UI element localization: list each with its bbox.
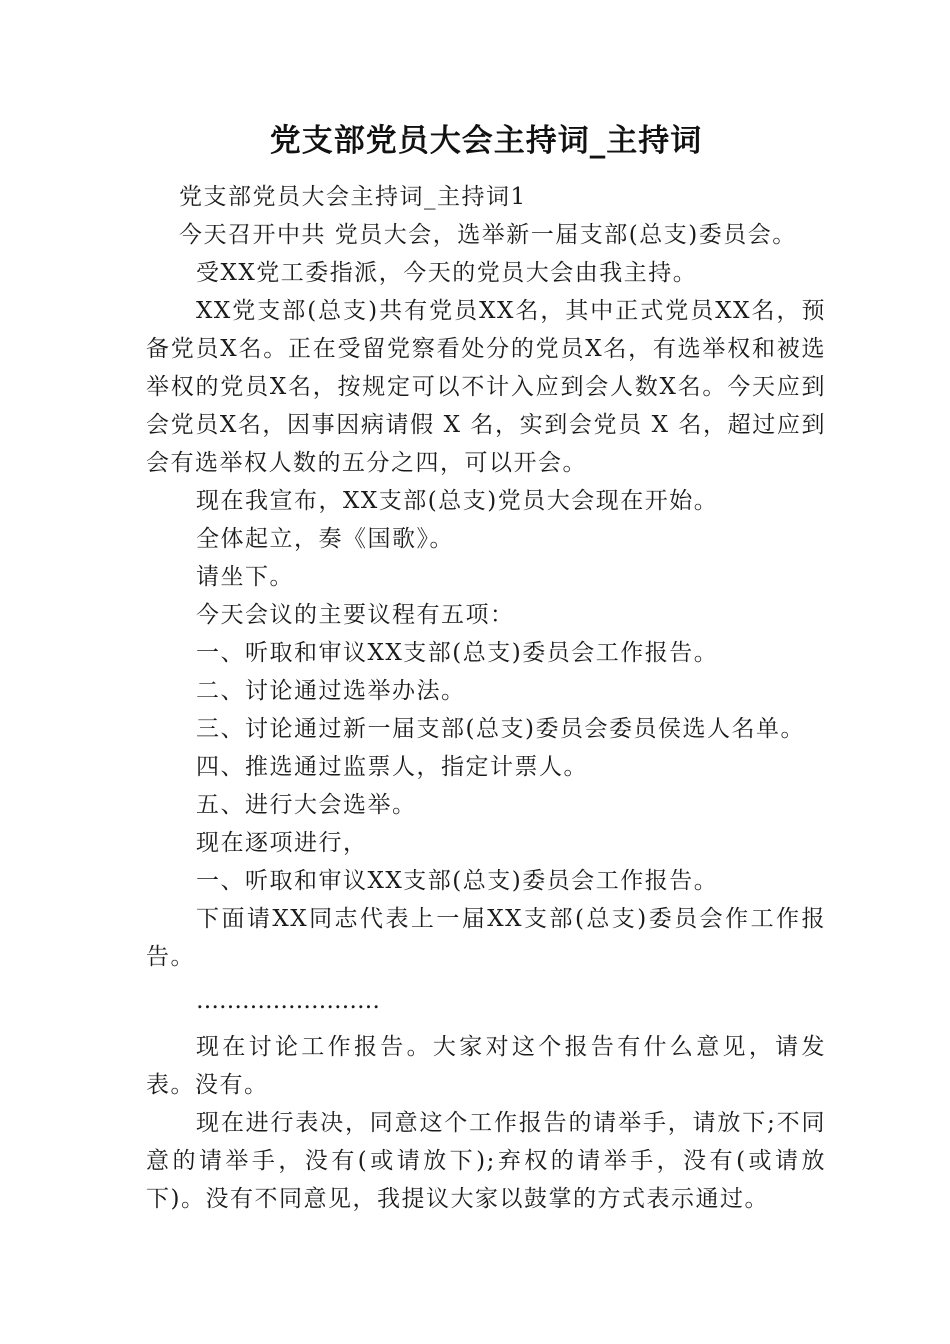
- ellipsis-divider: ……………………: [196, 988, 380, 1014]
- paragraph-opening: 今天召开中共 党员大会，选举新一届支部(总支)委员会。: [179, 222, 797, 248]
- paragraph: 受XX党工委指派，今天的党员大会由我主持。: [196, 260, 698, 286]
- agenda-item: 三、讨论通过新一届支部(总支)委员会委员侯选人名单。: [196, 716, 805, 742]
- paragraph: 现在讨论工作报告。大家对这个报告有什么意见，请发表。没有。: [146, 1034, 826, 1098]
- paragraph: 一、听取和审议XX支部(总支)委员会工作报告。: [196, 868, 719, 894]
- document-title: 党支部党员大会主持词_主持词: [269, 123, 703, 159]
- paragraph: 下面请XX同志代表上一届XX支部(总支)委员会作工作报告。: [146, 906, 826, 970]
- document-subtitle: 党支部党员大会主持词_主持词1: [179, 184, 527, 210]
- paragraph-attendance: XX党支部(总支)共有党员XX名，其中正式党员XX名，预备党员X名。正在受留党察看处分的党员X名，有选举权和被选举权的党员X名，按规定可以不计入应到会人数X名。今天应到会党员X名，因事因病请假 X 名，实到会党员 X 名，超过应到会有选举权人数的五分之四，可以开会。: [146, 298, 826, 476]
- agenda-item: 五、进行大会选举。: [196, 792, 417, 818]
- paragraph: 现在逐项进行，: [196, 830, 368, 856]
- paragraph-vote: 现在进行表决，同意这个工作报告的请举手，请放下;不同意的请举手，没有(或请放下);弃权的请举手，没有(或请放下)。没有不同意见，我提议大家以鼓掌的方式表示通过。: [146, 1110, 826, 1212]
- agenda-item: 一、听取和审议XX支部(总支)委员会工作报告。: [196, 640, 719, 666]
- paragraph-agenda-intro: 今天会议的主要议程有五项：: [196, 602, 515, 628]
- paragraph: 全体起立，奏《国歌》。: [196, 526, 454, 552]
- agenda-item: 四、推选通过监票人，指定计票人。: [196, 754, 588, 780]
- document-page: [146, 118, 826, 1218]
- paragraph: 请坐下。: [196, 564, 294, 590]
- agenda-item: 二、讨论通过选举办法。: [196, 678, 466, 704]
- paragraph: 现在我宣布，XX支部(总支)党员大会现在开始。: [196, 488, 719, 514]
